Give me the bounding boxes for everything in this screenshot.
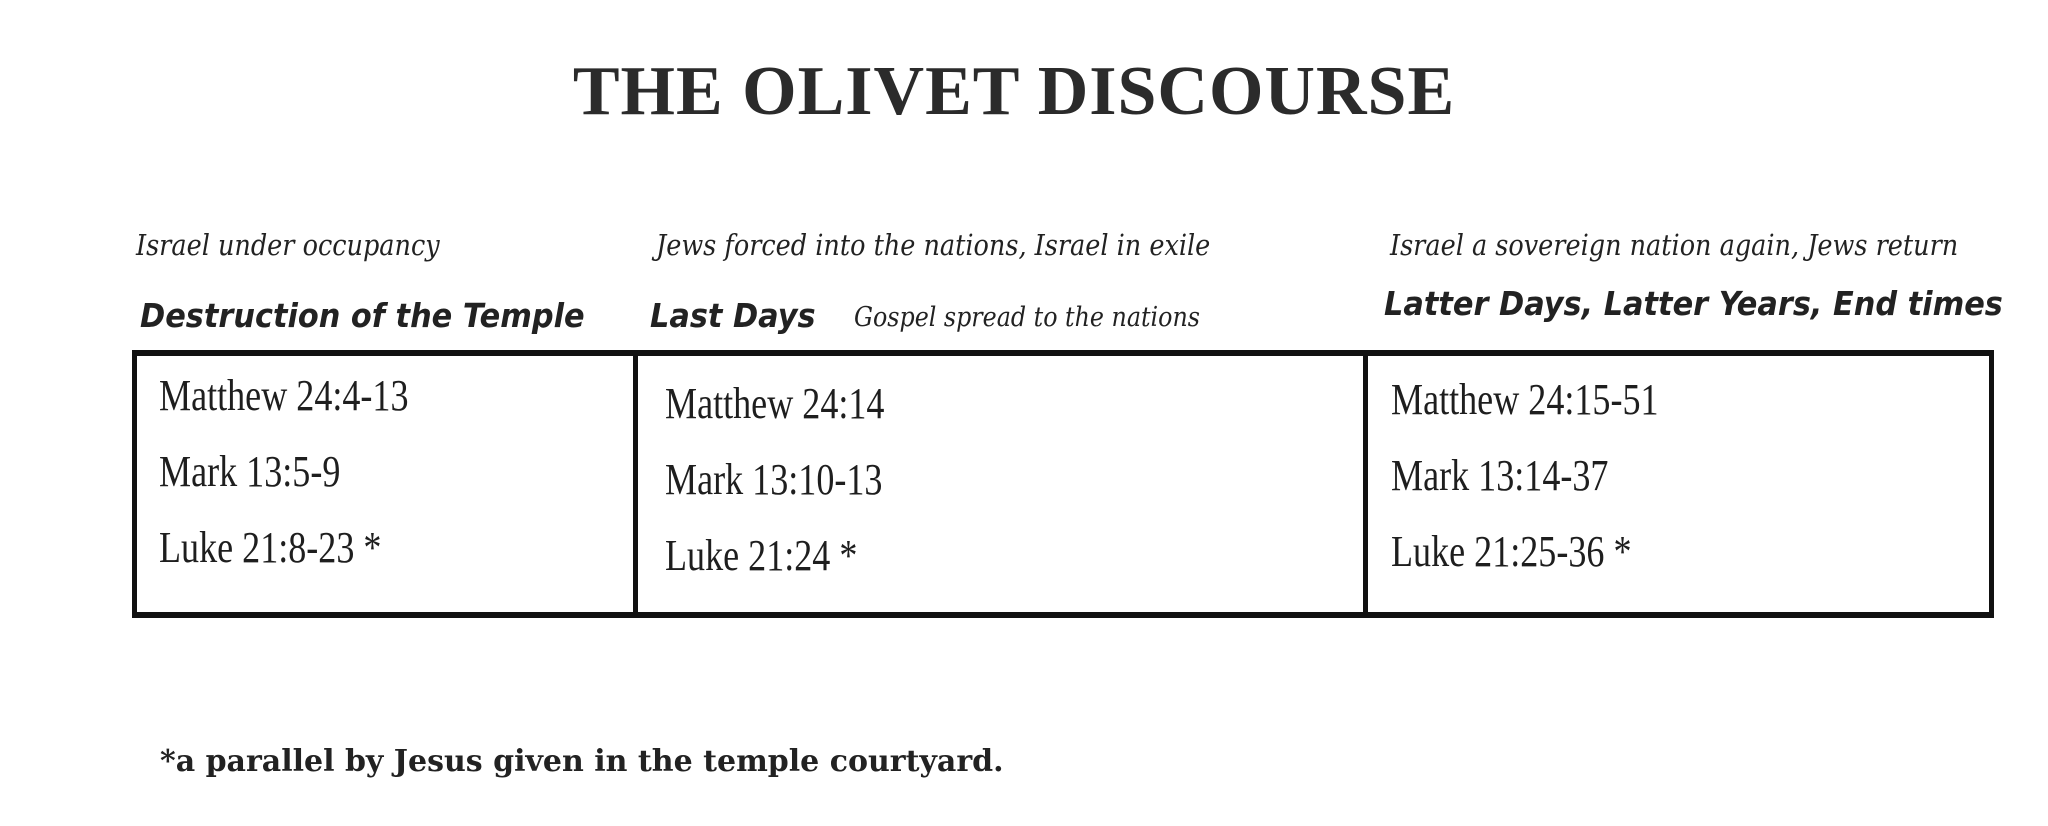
column-3-ref-mark: Mark 13:14-37	[1391, 451, 1609, 500]
column-2-note: Gospel spread to the nations	[854, 302, 1200, 333]
page-title: THE OLIVET DISCOURSE	[572, 53, 1456, 130]
column-1-subtitle: Israel under occupancy	[136, 228, 440, 262]
column-2-ref-mark: Mark 13:10-13	[665, 455, 883, 504]
column-2-period: Last Days	[650, 296, 816, 335]
column-1-ref-mark: Mark 13:5-9	[159, 447, 341, 496]
column-1-ref-matthew: Matthew 24:4-13	[159, 371, 409, 420]
column-3-ref-matthew: Matthew 24:15-51	[1391, 375, 1659, 424]
column-1-period: Destruction of the Temple	[140, 296, 585, 335]
column-3-subtitle: Israel a sovereign nation again, Jews return	[1390, 228, 1959, 262]
column-3-period: Latter Days, Latter Years, End times	[1384, 284, 2003, 323]
column-2-subtitle: Jews forced into the nations, Israel in exile	[656, 228, 1211, 262]
column-3-ref-luke: Luke 21:25-36 *	[1391, 527, 1632, 576]
column-2-ref-luke: Luke 21:24 *	[665, 531, 858, 580]
column-1-ref-luke: Luke 21:8-23 *	[159, 523, 382, 572]
column-2-ref-matthew: Matthew 24:14	[665, 379, 885, 428]
scripture-table	[132, 350, 1994, 618]
footnote: *a parallel by Jesus given in the temple courtyard.	[160, 744, 1004, 779]
column-divider-2	[1363, 356, 1368, 612]
column-divider-1	[633, 356, 638, 612]
